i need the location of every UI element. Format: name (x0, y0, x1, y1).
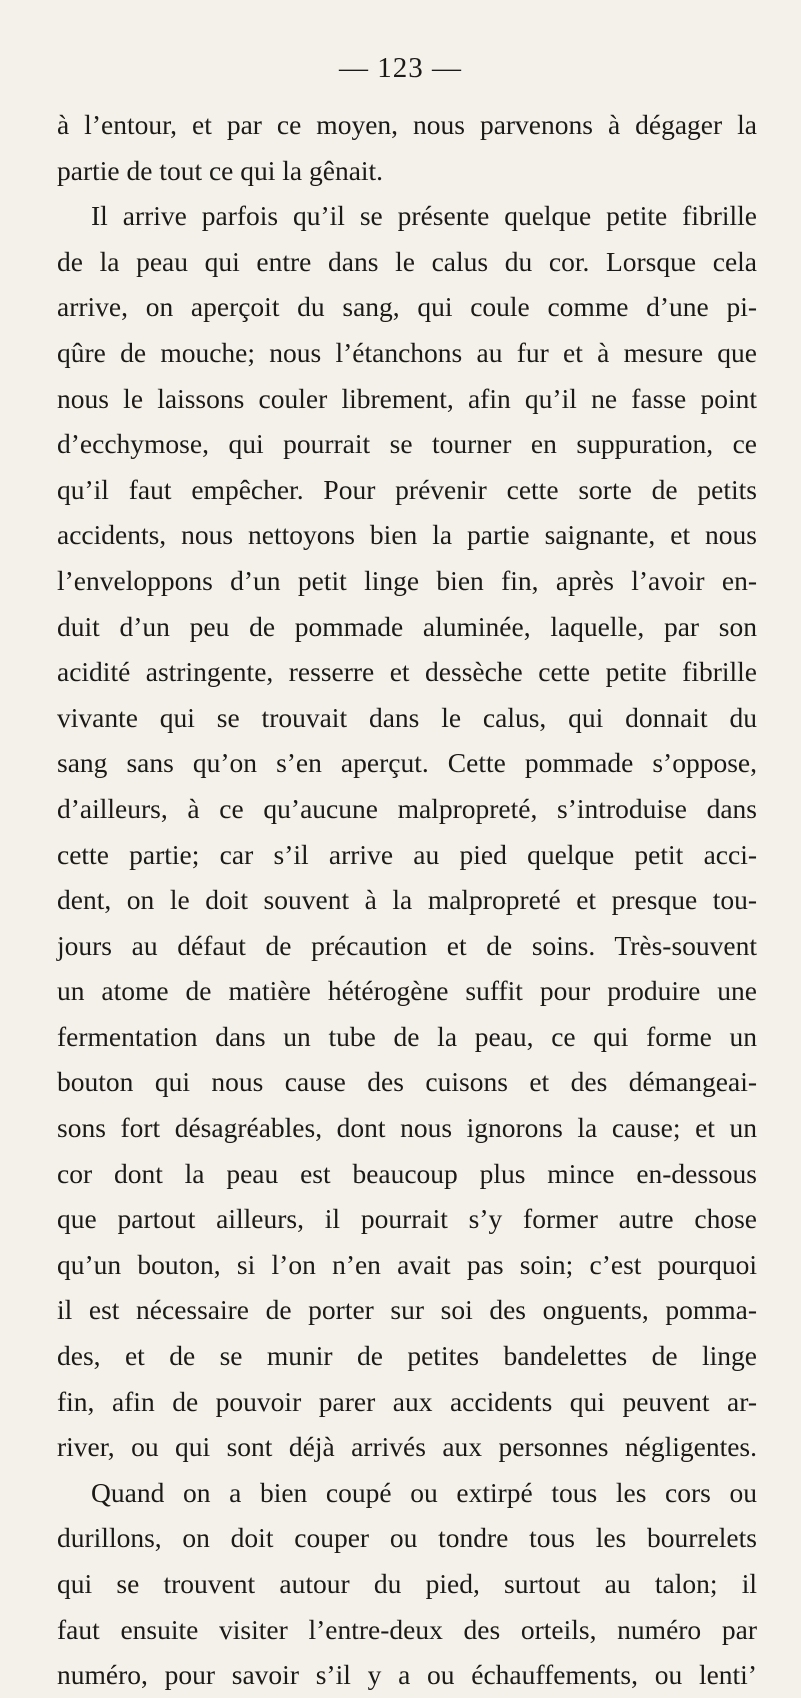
text-line: faut ensuite visiter l’entre-deux des orteils, numéro par (57, 1613, 757, 1645)
text-line: de la peau qui entre dans le calus du cor. Lorsque cela (57, 245, 757, 277)
text-line: numéro, pour savoir s’il y a ou échauffements, ou lenti’ (57, 1659, 757, 1691)
text-line: sang sans qu’on s’en aperçut. Cette pommade s’oppose, (57, 747, 757, 779)
text-line: fermentation dans un tube de la peau, ce qui forme un (57, 1020, 757, 1052)
text-line: que partout ailleurs, il pourrait s’y former autre chose (57, 1203, 757, 1235)
text-line: il est nécessaire de porter sur soi des onguents, pomma- (57, 1294, 757, 1326)
text-line: qu’un bouton, si l’on n’en avait pas soin; c’est pourquoi (57, 1248, 757, 1280)
text-line: bouton qui nous cause des cuisons et des démangeai- (57, 1066, 757, 1098)
text-line: acidité astringente, resserre et dessèche cette petite fibrille (57, 656, 757, 688)
text-line: qûre de mouche; nous l’étanchons au fur et à mesure que (57, 336, 757, 368)
text-line: jours au défaut de précaution et de soins. Très-souvent (57, 929, 757, 961)
text-line: d’ailleurs, à ce qu’aucune malpropreté, s’introduise dans (57, 792, 757, 824)
text-line: un atome de matière hétérogène suffit pour produire une (57, 975, 757, 1007)
text-line: sons fort désagréables, dont nous ignorons la cause; et un (57, 1112, 757, 1144)
text-line: cor dont la peau est beaucoup plus mince en-dessous (57, 1157, 757, 1189)
page-number: — 123 — (339, 52, 462, 84)
text-line: des, et de se munir de petites bandelettes de linge (57, 1340, 757, 1372)
text-line: vivante qui se trouvait dans le calus, qui donnait du (57, 701, 757, 733)
text-line: dent, on le doit souvent à la malpropreté et presque tou- (57, 884, 757, 916)
text-line: durillons, on doit couper ou tondre tous les bourrelets (57, 1522, 757, 1554)
text-line: Il arrive parfois qu’il se présente quelque petite fibrille (91, 200, 757, 232)
text-line: nous le laissons couler librement, afin qu’il ne fasse point (57, 382, 757, 414)
text-line: cette partie; car s’il arrive au pied quelque petit acci- (57, 838, 757, 870)
text-line: d’ecchymose, qui pourrait se tourner en suppuration, ce (57, 428, 757, 460)
text-line: duit d’un peu de pommade aluminée, laquelle, par son (57, 610, 757, 642)
text-line: partie de tout ce qui la gênait. (57, 154, 384, 186)
text-line: l’enveloppons d’un petit linge bien fin, après l’avoir en- (57, 564, 757, 596)
text-line: qui se trouvent autour du pied, surtout au talon; il (57, 1568, 757, 1599)
text-line: qu’il faut empêcher. Pour prévenir cette sorte de petits (57, 473, 757, 505)
text-line: Quand on a bien coupé ou extirpé tous les cors ou (91, 1476, 757, 1508)
text-line: river, ou qui sont déjà arrivés aux personnes négligentes. (57, 1431, 757, 1463)
text-line: fin, afin de pouvoir parer aux accidents qui peuvent ar- (57, 1385, 757, 1417)
text-line: arrive, on aperçoit du sang, qui coule comme d’une pi- (57, 291, 757, 323)
body-text (57, 102, 757, 1698)
text-line: à l’entour, et par ce moyen, nous parvenons à dégager la (57, 109, 757, 140)
text-line: accidents, nous nettoyons bien la partie saignante, et nous (57, 519, 757, 551)
